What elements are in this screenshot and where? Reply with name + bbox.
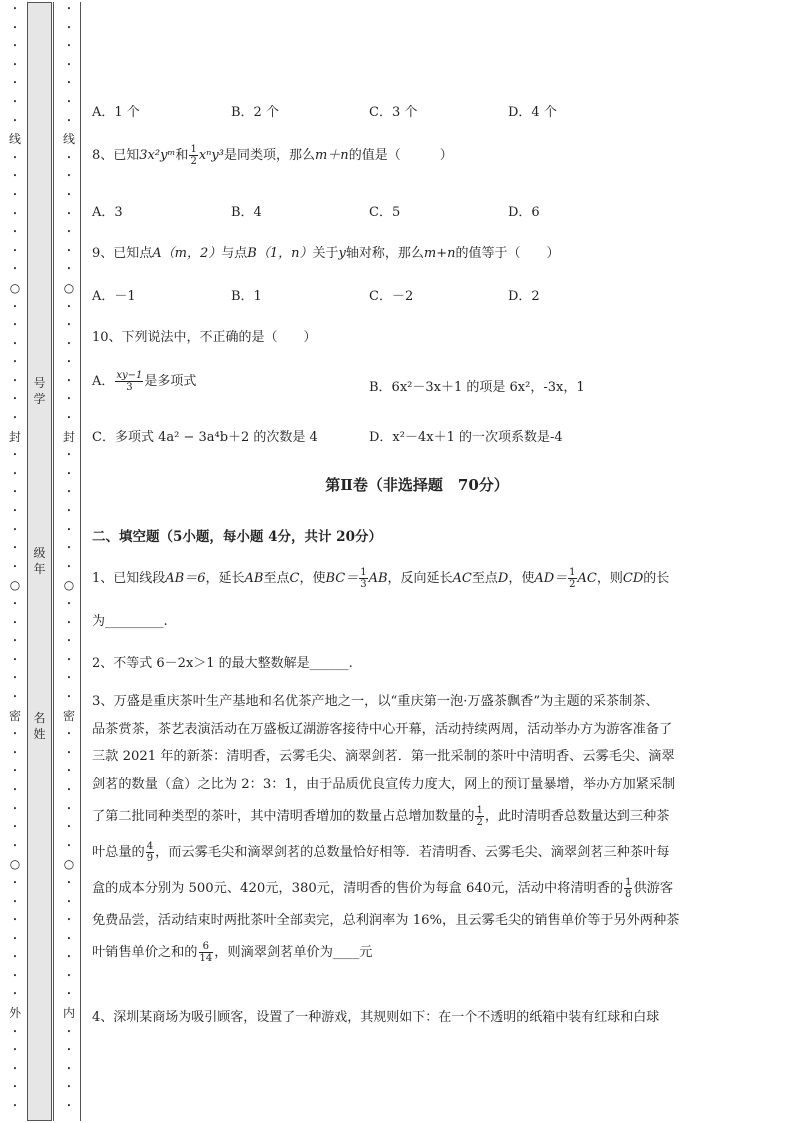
margin-dot: • bbox=[66, 302, 72, 311]
f1-text: 的长 bbox=[643, 571, 670, 586]
strip-divider bbox=[53, 2, 54, 1121]
margin-dot: • bbox=[12, 804, 18, 813]
margin-dot: • bbox=[12, 1102, 18, 1111]
frac-denominator: 8 bbox=[625, 888, 632, 900]
margin-dot: • bbox=[66, 823, 72, 832]
margin-dot: • bbox=[12, 321, 18, 330]
margin-dot: • bbox=[12, 785, 18, 794]
frac-denominator: 3 bbox=[126, 382, 133, 393]
q8-and: 和 bbox=[175, 148, 189, 163]
q7-option-d: D．4 个 bbox=[508, 105, 557, 120]
f4-stem: 4、深圳某商场为吸引顾客，设置了一种游戏，其规则如下：在一个不透明的纸箱中装有红球和白球 bbox=[92, 1010, 660, 1025]
q9-text: 轴对称，那么 bbox=[345, 246, 424, 261]
f1-text: 至点 bbox=[471, 571, 498, 586]
q7-option-c: C．3 个 bbox=[369, 105, 418, 120]
margin-dot: • bbox=[66, 637, 72, 646]
q9-point-a: A（m，2） bbox=[152, 246, 222, 261]
frac-numerator: 1 bbox=[360, 567, 367, 578]
margin-dot: • bbox=[66, 600, 72, 608]
margin-dot: • bbox=[66, 358, 72, 367]
q8-term2: xⁿy³ bbox=[198, 148, 224, 163]
margin-dot: • bbox=[12, 414, 18, 423]
margin-mark: ○ bbox=[9, 857, 21, 872]
margin-mark: ○ bbox=[63, 578, 75, 593]
margin-dot: • bbox=[12, 23, 18, 32]
frac-denominator: 2 bbox=[569, 579, 576, 590]
margin-mark: 封 bbox=[9, 429, 22, 444]
margin-dot: • bbox=[66, 376, 72, 385]
margin-dot: • bbox=[12, 748, 18, 757]
margin-dot: • bbox=[66, 562, 72, 571]
q10-option-b: B．6x²－3x＋1 的项是 6x²，-3x，1 bbox=[369, 380, 585, 395]
margin-dot: • bbox=[66, 321, 72, 330]
margin-dot: • bbox=[12, 953, 18, 962]
q10-option-a bbox=[92, 370, 196, 393]
margin-dot: • bbox=[66, 674, 72, 683]
margin-dot: • bbox=[66, 1102, 72, 1111]
f3-text: 了第二批同种类型的茶叶，其中清明香增加的数量占总增加数量的 bbox=[92, 808, 475, 824]
frac-denominator: 2 bbox=[190, 156, 197, 167]
margin-dot: • bbox=[66, 172, 72, 181]
q9-option-b: B．1 bbox=[231, 289, 262, 304]
f1-ac: AC bbox=[452, 571, 472, 586]
inner-dot-column bbox=[63, 0, 75, 1123]
q8-term1: 3x²yᵐ bbox=[139, 148, 176, 163]
frac-numerator: xy−1 bbox=[116, 370, 143, 381]
margin-mark: 外 bbox=[9, 1006, 22, 1021]
margin-dot: • bbox=[66, 451, 72, 460]
margin-dot: • bbox=[66, 544, 72, 553]
margin-mark: ○ bbox=[9, 578, 21, 593]
margin-dot: • bbox=[66, 748, 72, 757]
frac-numerator: 1 bbox=[476, 804, 483, 816]
frac-denominator: 14 bbox=[199, 952, 213, 964]
margin-dot: • bbox=[12, 971, 18, 980]
frac-numerator: 6 bbox=[199, 941, 214, 953]
f1-text: ，反向延长 bbox=[387, 571, 453, 586]
f3-line: 免费品尝，活动结束时两批茶叶全部卖完，总利润率为 16%，且云雾毛尖的销售单价等于另外两种茶 bbox=[92, 912, 680, 928]
margin-mark: 内 bbox=[63, 1006, 76, 1021]
margin-dot: • bbox=[66, 878, 72, 887]
margin-mark: ○ bbox=[63, 280, 75, 295]
q10-option-d: D．x²－4x＋1 的一次项系数是-4 bbox=[369, 430, 563, 445]
margin-dot: • bbox=[66, 116, 72, 125]
strip-divider-right bbox=[80, 2, 81, 1121]
q8-option-a: A．3 bbox=[92, 205, 123, 220]
f3-fraction bbox=[199, 941, 214, 964]
frac-numerator: 1 bbox=[569, 567, 576, 578]
margin-dot: • bbox=[12, 395, 18, 404]
margin-dot: • bbox=[66, 953, 72, 962]
margin-mark: 线 bbox=[63, 132, 76, 147]
margin-dot: • bbox=[12, 562, 18, 571]
margin-dot: • bbox=[66, 767, 72, 776]
margin-dot: • bbox=[66, 42, 72, 51]
margin-dot: • bbox=[66, 488, 72, 497]
margin-dot: • bbox=[12, 79, 18, 88]
margin-dot: • bbox=[12, 1027, 18, 1036]
frac-numerator: 1 bbox=[190, 144, 197, 155]
margin-dot: • bbox=[66, 79, 72, 88]
f3-text: ，此时清明香总数量达到三种茶 bbox=[484, 808, 670, 824]
margin-dot: • bbox=[12, 507, 18, 516]
margin-dot: • bbox=[12, 600, 18, 608]
margin-dot: • bbox=[12, 878, 18, 887]
margin-dot: • bbox=[66, 618, 72, 627]
margin-dot: • bbox=[12, 823, 18, 832]
q8-option-d: D．6 bbox=[508, 205, 540, 220]
label-name bbox=[27, 710, 52, 742]
label-student-number bbox=[27, 375, 52, 407]
q8-tail: 的值是（ ） bbox=[348, 148, 453, 163]
label-text: 名姓 bbox=[33, 711, 46, 741]
q9-option-d: D．2 bbox=[508, 289, 540, 304]
margin-dot: • bbox=[12, 916, 18, 925]
f1-ab2: AB bbox=[368, 571, 388, 586]
f1-ab6: AB＝6 bbox=[165, 571, 206, 586]
frac-numerator: 4 bbox=[146, 840, 154, 852]
f2-stem: 2、不等式 6－2x＞1 的最大整数解是______. bbox=[92, 656, 353, 671]
f1-d: D bbox=[497, 571, 509, 586]
q7-option-b: B．2 个 bbox=[231, 105, 279, 120]
q9-option-c: C．－2 bbox=[369, 289, 414, 304]
margin-dot: • bbox=[12, 618, 18, 627]
q9-stem bbox=[92, 242, 560, 261]
f3-fraction bbox=[624, 877, 632, 900]
f1-text: ，使 bbox=[508, 571, 535, 586]
margin-dot: • bbox=[66, 190, 72, 199]
margin-dot: • bbox=[12, 1083, 18, 1092]
margin-dot: • bbox=[12, 5, 18, 13]
q9-text: 关于 bbox=[312, 246, 339, 261]
f1-text: 至点 bbox=[263, 571, 290, 586]
margin-dot: • bbox=[12, 767, 18, 776]
f3-text: 叶销售单价之和的 bbox=[92, 944, 198, 960]
margin-dot: • bbox=[66, 1046, 72, 1055]
q10-a-prefix: A． bbox=[92, 374, 115, 389]
margin-mark: 密 bbox=[9, 708, 22, 723]
margin-mark: ○ bbox=[63, 857, 75, 872]
q9-text: 与点 bbox=[221, 246, 248, 261]
margin-dot: • bbox=[66, 841, 72, 850]
margin-dot: • bbox=[66, 730, 72, 739]
q9-point-b: B（1，n） bbox=[247, 246, 313, 261]
margin-dot: • bbox=[12, 1064, 18, 1073]
label-text: 级年 bbox=[33, 546, 46, 576]
section2-title: 第Ⅱ卷（非选择题 70分） bbox=[325, 476, 509, 494]
outer-dot-column bbox=[9, 0, 21, 1123]
margin-dot: • bbox=[66, 23, 72, 32]
margin-mark: ○ bbox=[9, 280, 21, 295]
margin-dot: • bbox=[12, 841, 18, 850]
f1-c: C bbox=[289, 571, 300, 586]
f3-text: ，则滴翠剑茗单价为____元 bbox=[214, 944, 373, 960]
margin-dot: • bbox=[66, 469, 72, 478]
margin-dot: • bbox=[66, 916, 72, 925]
margin-dot: • bbox=[66, 655, 72, 664]
q10-a-fraction bbox=[115, 370, 143, 393]
margin-dot: • bbox=[66, 1083, 72, 1092]
margin-dot: • bbox=[12, 674, 18, 683]
margin-dot: • bbox=[12, 544, 18, 553]
margin-dot: • bbox=[12, 190, 18, 199]
f1-ab: AB bbox=[244, 571, 264, 586]
f3-line bbox=[92, 835, 742, 871]
margin-dot: • bbox=[12, 730, 18, 739]
margin-dot: • bbox=[66, 934, 72, 943]
margin-dot: • bbox=[66, 414, 72, 423]
f1-line1 bbox=[92, 567, 669, 590]
frac-denominator: 2 bbox=[476, 816, 483, 828]
margin-dot: • bbox=[66, 1027, 72, 1036]
f3-line bbox=[92, 799, 742, 835]
margin-dot: • bbox=[66, 990, 72, 999]
f1-fraction2 bbox=[568, 567, 576, 590]
margin-dot: • bbox=[12, 488, 18, 497]
margin-dot: • bbox=[66, 339, 72, 348]
margin-dot: • bbox=[66, 1064, 72, 1073]
margin-dot: • bbox=[12, 934, 18, 943]
margin-dot: • bbox=[12, 60, 18, 69]
margin-dot: • bbox=[66, 395, 72, 404]
margin-dot: • bbox=[12, 339, 18, 348]
f1-text: 1、已知线段 bbox=[92, 571, 166, 586]
margin-mark: 封 bbox=[63, 429, 76, 444]
margin-dot: • bbox=[66, 246, 72, 255]
q7-option-a: A．1 个 bbox=[92, 105, 140, 120]
q9-y: y bbox=[338, 246, 346, 261]
f1-ac2: AC bbox=[577, 571, 597, 586]
margin-dot: • bbox=[12, 209, 18, 218]
f3-line: 3、万盛是重庆茶叶生产基地和名优茶产地之一，以“重庆第一泡·万盛茶飘香”为主题的采茶制茶、 bbox=[92, 694, 659, 709]
f1-line2: 为_________. bbox=[92, 614, 168, 629]
margin-dot: • bbox=[66, 97, 72, 106]
margin-dot: • bbox=[66, 5, 72, 13]
frac-numerator: 1 bbox=[625, 876, 632, 888]
fill-section-title: 二、填空题（5小题，每小题 4分，共计 20分） bbox=[92, 529, 382, 545]
q9-option-a: A．－1 bbox=[92, 289, 136, 304]
margin-dot: • bbox=[66, 265, 72, 274]
q8-option-b: B．4 bbox=[231, 205, 262, 220]
f3-line: 剑茗的数量（盒）之比为 2：3：1，由于品质优良宣传力度大，网上的预订量暴增，举办方加紧采制 bbox=[92, 777, 676, 793]
margin-dot: • bbox=[66, 209, 72, 218]
margin-dot: • bbox=[12, 525, 18, 534]
f3-paragraph bbox=[92, 688, 742, 971]
margin-dot: • bbox=[12, 153, 18, 162]
f3-line: 三款 2021 年的新茶：清明香，云雾毛尖、滴翠剑茗．第一批采制的茶叶中清明香、云雾毛尖、滴翠 bbox=[92, 749, 675, 765]
margin-dot: • bbox=[66, 897, 72, 906]
margin-dot: • bbox=[66, 507, 72, 516]
margin-dot: • bbox=[66, 228, 72, 237]
f3-text: 供游客 bbox=[633, 880, 674, 896]
margin-dot: • bbox=[12, 42, 18, 51]
margin-dot: • bbox=[12, 302, 18, 311]
margin-dot: • bbox=[12, 228, 18, 237]
q10-option-c: C．多项式 4a² − 3a⁴b＋2 的次数是 4 bbox=[92, 430, 318, 445]
margin-dot: • bbox=[12, 97, 18, 106]
frac-denominator: 9 bbox=[146, 852, 154, 864]
f1-text: ，延长 bbox=[205, 571, 245, 586]
margin-dot: • bbox=[12, 469, 18, 478]
label-text: 号学 bbox=[33, 376, 46, 406]
q9-text: 的值等于（ ） bbox=[455, 246, 560, 261]
margin-dot: • bbox=[12, 637, 18, 646]
f3-line bbox=[92, 935, 742, 971]
f3-line bbox=[92, 871, 742, 907]
margin-mark: 密 bbox=[63, 708, 76, 723]
f1-ad: AD＝ bbox=[534, 571, 568, 586]
q9-text: 9、已知点 bbox=[92, 246, 153, 261]
f1-text: ，则 bbox=[596, 571, 623, 586]
q10-a-suffix: 是多项式 bbox=[144, 374, 197, 389]
margin-dot: • bbox=[12, 358, 18, 367]
f3-line: 品茶赏茶，茶艺表演活动在万盛板辽湖游客接待中心开幕，活动持续两周，活动举办方为游客准备了 bbox=[92, 721, 673, 737]
margin-dot: • bbox=[12, 655, 18, 664]
margin-dot: • bbox=[12, 116, 18, 125]
margin-dot: • bbox=[66, 153, 72, 162]
margin-mark: 线 bbox=[9, 132, 22, 147]
margin-dot: • bbox=[66, 692, 72, 701]
margin-dot: • bbox=[66, 804, 72, 813]
f3-text: 盒的成本分别为 500元、420元，380元，清明香的售价为每盒 640元，活动中将清明香的 bbox=[92, 880, 624, 896]
margin-dot: • bbox=[12, 990, 18, 999]
f1-text: ，使 bbox=[299, 571, 326, 586]
q8-option-c: C．5 bbox=[369, 205, 401, 220]
margin-dot: • bbox=[12, 172, 18, 181]
frac-denominator: 3 bbox=[360, 579, 367, 590]
margin-dot: • bbox=[66, 525, 72, 534]
q8-fraction bbox=[189, 144, 197, 167]
f3-text: 叶总量的 bbox=[92, 844, 145, 860]
f3-fraction bbox=[475, 805, 483, 828]
margin-dot: • bbox=[12, 692, 18, 701]
f1-bc: BC＝ bbox=[325, 571, 359, 586]
f3-text: ，而云雾毛尖和滴翠剑茗的总数量恰好相等．若清明香、云雾毛尖、滴翠剑茗三种茶叶每 bbox=[155, 844, 670, 860]
f1-cd: CD bbox=[622, 571, 644, 586]
q8-suffix: 是同类项，那么 bbox=[223, 148, 315, 163]
margin-dot: • bbox=[12, 265, 18, 274]
margin-dot: • bbox=[66, 971, 72, 980]
margin-dot: • bbox=[12, 451, 18, 460]
margin-dot: • bbox=[66, 785, 72, 794]
q8-stem bbox=[92, 144, 453, 167]
f1-fraction1 bbox=[359, 567, 367, 590]
label-grade bbox=[27, 545, 52, 577]
margin-dot: • bbox=[12, 897, 18, 906]
q10-stem: 10、下列说法中，不正确的是（ ） bbox=[92, 330, 317, 345]
q9-mn: m+n bbox=[423, 246, 456, 261]
q8-expr: m＋n bbox=[314, 148, 349, 163]
margin-dot: • bbox=[12, 1046, 18, 1055]
q8-text: 8、已知 bbox=[92, 148, 140, 163]
margin-dot: • bbox=[12, 376, 18, 385]
f3-fraction bbox=[146, 841, 154, 864]
margin-dot: • bbox=[12, 246, 18, 255]
margin-dot: • bbox=[66, 60, 72, 69]
